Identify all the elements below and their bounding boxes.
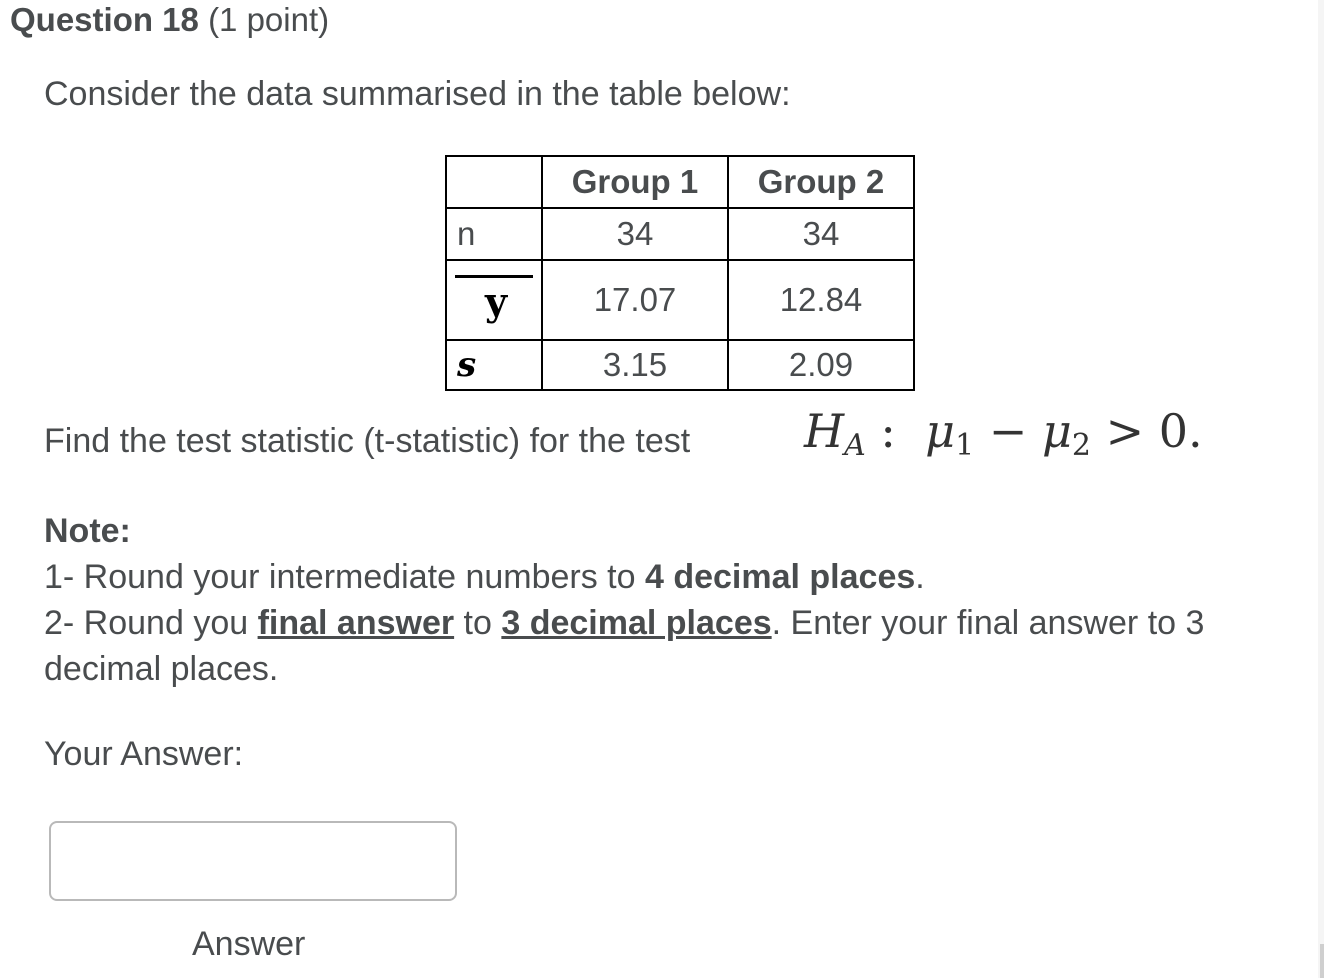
your-answer-label: Your Answer:	[44, 735, 244, 773]
cell-sd-group-1: 3.15	[542, 340, 728, 390]
math-mu-2: μ	[1041, 404, 1072, 458]
math-mu-1: μ	[925, 404, 956, 458]
note-line-1	[44, 554, 1314, 600]
question-intro: Consider the data summarised in the table below:	[44, 75, 791, 113]
note-line-1-bold: 4 decimal places	[644, 558, 916, 596]
note-line-1-end: .	[915, 558, 925, 596]
s-symbol: s	[457, 345, 477, 385]
cell-n-group-2: 34	[728, 208, 914, 260]
answer-input[interactable]	[49, 821, 457, 901]
math-sub-a: A	[844, 428, 866, 463]
math-colon: :	[880, 404, 896, 458]
question-header	[10, 0, 329, 40]
math-h: H	[804, 404, 845, 458]
note-title: Note:	[44, 512, 131, 550]
math-zero: 0.	[1158, 404, 1203, 458]
y-bar-symbol: y	[455, 275, 533, 326]
cell-mean-group-1: 17.07	[542, 260, 728, 340]
cell-sd-group-2: 2.09	[728, 340, 914, 390]
math-minus: −	[988, 404, 1028, 458]
table-header-group-1: Group 1	[542, 156, 728, 208]
table-header-row	[446, 156, 914, 208]
table-row	[446, 260, 914, 340]
math-gt: >	[1105, 404, 1145, 458]
note-block	[44, 508, 1314, 692]
table-row	[446, 208, 914, 260]
note-line-2-mid: to	[454, 604, 502, 642]
table-row	[446, 340, 914, 390]
note-line-2-end: . Enter your final answer to 3 decimal places.	[44, 604, 1205, 688]
note-final-answer-emphasis: final answer	[257, 604, 455, 642]
note-line-2-text: 2- Round you	[44, 604, 258, 642]
row-label-n: n	[446, 208, 542, 260]
page-edge	[1318, 0, 1324, 978]
math-sub-2: 2	[1071, 428, 1091, 463]
math-sub-1: 1	[955, 428, 975, 463]
hypothesis-math	[804, 404, 1203, 463]
cell-n-group-1: 34	[542, 208, 728, 260]
scrollbar-thumb[interactable]	[1320, 944, 1324, 978]
summary-table	[445, 155, 915, 391]
note-line-1-text: 1- Round your intermediate numbers to	[44, 558, 645, 596]
note-line-2	[44, 600, 1314, 692]
row-label-y-bar	[446, 260, 542, 340]
prompt-text: Find the test statistic (t-statistic) for the test	[44, 422, 691, 460]
cell-mean-group-2: 12.84	[728, 260, 914, 340]
row-label-s	[446, 340, 542, 390]
question-title: Question 18	[10, 1, 199, 38]
question-points: (1 point)	[208, 1, 330, 38]
answer-caption: Answer	[192, 925, 306, 963]
table-header-group-2: Group 2	[728, 156, 914, 208]
note-decimal-emphasis: 3 decimal places	[501, 604, 772, 642]
table-header-empty	[446, 156, 542, 208]
